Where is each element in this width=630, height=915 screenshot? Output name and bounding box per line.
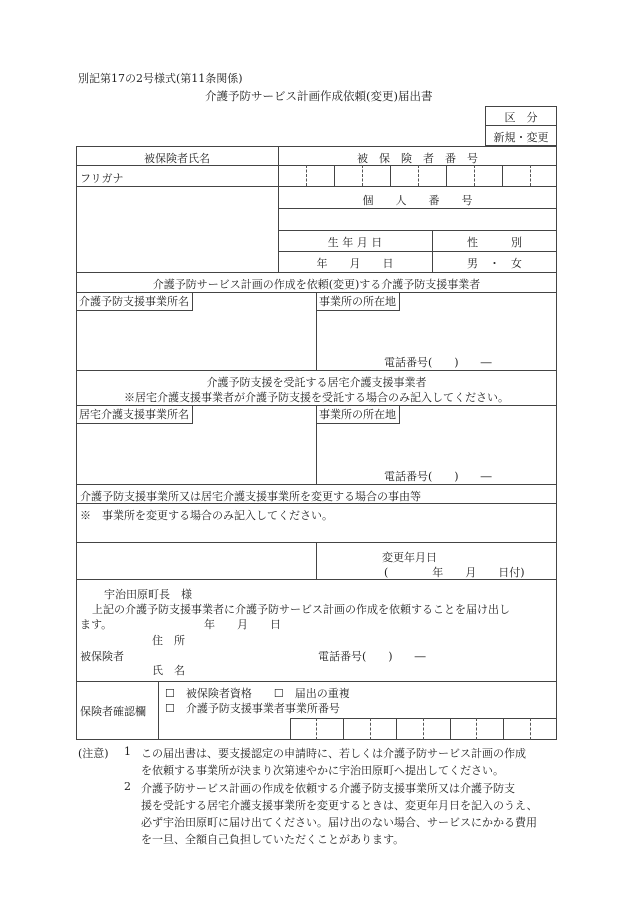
change-date-value[interactable]: ( 年 月 日付) — [384, 566, 525, 579]
signer-name-label: 氏 名 — [152, 664, 185, 677]
prevention-office-address-label: 事業所の所在地 — [316, 292, 400, 311]
insurer-check-row1[interactable]: ☐ 被保険者資格 ☐ 届出の重複 — [165, 687, 350, 700]
section2-heading: 介護予防支援を受託する居宅介護支援事業者 — [206, 376, 427, 389]
section3-heading: 介護予防支援事業所又は居宅介護支援事業所を変更する場合の事由等 — [80, 490, 421, 503]
declaration-line1: 上記の介護予防支援事業者に介護予防サービス計画の作成を依頼することを届け出し — [92, 603, 510, 616]
furigana-label: フリガナ — [80, 172, 124, 185]
care-office-address-label: 事業所の所在地 — [316, 405, 400, 424]
personal-number-field[interactable] — [280, 211, 555, 229]
note2-number: 2 — [124, 780, 131, 793]
insured-number-label: 被 保 険 者 番 号 — [357, 152, 478, 165]
prevention-office-name-label: 介護予防支援事業所名 — [76, 292, 193, 311]
form-reference: 別記第17の2号様式(第11条関係) — [78, 72, 243, 85]
notes-label: (注意) — [78, 747, 109, 760]
note2-line1: 介護予防サービス計画の作成を依頼する介護予防支援事業所又は介護予防支 — [141, 782, 515, 795]
insurer-check-label: 保険者確認欄 — [80, 705, 146, 718]
addressee: 宇治田原町長 様 — [104, 588, 192, 601]
note2-line4: を一旦、全額自己負担していただくことがあります。 — [141, 833, 405, 846]
section2-note: ※居宅介護支援事業者が介護予防支援を受託する場合のみ記入してください。 — [124, 391, 509, 404]
note1-line1: この届出書は、要支援認定の申請時に、若しくは介護予防サービス計画の作成 — [141, 747, 526, 760]
dob-value[interactable]: 年 月 日 — [316, 257, 394, 270]
section3-note: ※ 事業所を変更する場合のみ記入してください。 — [80, 509, 333, 522]
sex-label: 性 別 — [467, 236, 522, 249]
insurer-check-row2[interactable]: ☐ 介護予防支援事業者事業所番号 — [165, 702, 340, 715]
section1-heading: 介護予防サービス計画の作成を依頼(変更)する介護予防支援事業者 — [152, 278, 481, 291]
note2-line3: 必ず宇治田原町に届け出てください。届け出のない場合、サービスにかかる費用 — [141, 816, 537, 829]
insured-signer-label: 被保険者 — [80, 650, 124, 663]
care-office-name-label: 居宅介護支援事業所名 — [76, 405, 193, 424]
address-label: 住 所 — [152, 634, 185, 647]
change-date-label: 変更年月日 — [382, 551, 437, 564]
note2-line2: 援を受託する居宅介護支援事業所を変更するときは、変更年月日を記入のうえ、 — [141, 799, 538, 812]
form-title: 介護予防サービス計画作成依頼(変更)届出書 — [205, 89, 433, 103]
prevention-office-phone[interactable]: 電話番号( ) ― — [384, 356, 492, 369]
kubun-value[interactable]: 新規・変更 — [493, 131, 549, 144]
declaration-line2: ます。 — [80, 618, 113, 631]
dob-label: 生 年 月 日 — [327, 236, 383, 249]
care-office-phone[interactable]: 電話番号( ) ― — [384, 470, 492, 483]
note1-line2: を依頼する事業所が決まり次第速やかに宇治田原町へ提出してください。 — [141, 764, 504, 777]
sex-value[interactable]: 男 ・ 女 — [467, 257, 522, 270]
personal-number-label: 個 人 番 号 — [362, 194, 473, 207]
declaration-date[interactable]: 年 月 日 — [204, 618, 281, 631]
kubun-label: 区 分 — [504, 111, 538, 124]
declarant-phone[interactable]: 電話番号( ) ― — [318, 650, 426, 663]
note1-number: 1 — [124, 745, 131, 758]
insured-name-label: 被保険者氏名 — [144, 152, 210, 165]
